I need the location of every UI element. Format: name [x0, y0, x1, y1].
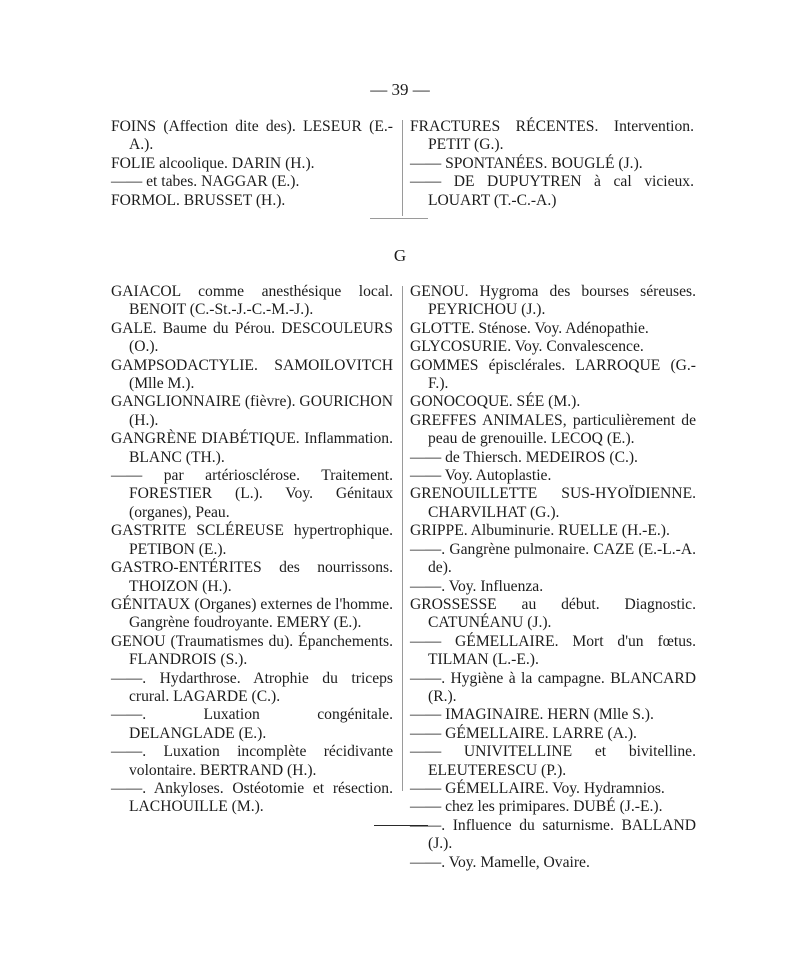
index-entry: —— de Thiersch. MEDEIROS (C.). [410, 448, 638, 466]
index-entry: GROSSESSE au début. Diagnostic. CATUNÉANU (J.). [410, 595, 696, 632]
index-entry: ——. Influence du saturnisme. BALLAND (J.). [410, 816, 696, 853]
index-entry: —— GÉMELLAIRE. LARRE (A.). [410, 724, 637, 742]
index-entry: ——. Ankyloses. Ostéotomie et résection. LACHOUILLE (M.). [111, 779, 393, 816]
top-right-column [410, 118, 694, 210]
index-entry: GANGRÈNE DIABÉTIQUE. Inflammation. BLANC (TH.). [111, 430, 393, 466]
index-entry: GREFFES ANIMALES, particulièrement de peau de grenouille. LECOQ (E.). [410, 411, 696, 448]
index-entry: —— chez les primipares. DUBÉ (J.-E.). [410, 798, 663, 816]
bottom-left-column [111, 283, 393, 817]
index-entry: FOLIE alcoolique. DARIN (H.). [111, 154, 315, 172]
index-entry: ——. Luxation congénitale. DELANGLADE (E.). [111, 706, 393, 742]
index-entry: GASTRITE SCLÉREUSE hypertrophique. PETIBON (E.). [111, 522, 393, 558]
top-left-column [111, 118, 393, 210]
index-entry: —— IMAGINAIRE. HERN (Mlle S.). [410, 706, 654, 724]
index-entry: ——. Hydarthrose. Atrophie du triceps crural. LAGARDE (C.). [111, 669, 393, 705]
index-entry: GANGLIONNAIRE (fièvre). GOURICHON (H.). [111, 393, 393, 429]
column-divider-top [402, 120, 403, 216]
index-entry: GASTRO-ENTÉRITES des nourrissons. THOIZON (H.). [111, 559, 393, 595]
index-entry: GRIPPE. Albuminurie. RUELLE (H.-E.). [410, 522, 670, 540]
index-entry: GÉNITAUX (Organes) externes de l'homme. Gangrène foudroyante. EMERY (E.). [111, 595, 393, 632]
index-entry: FRACTURES RÉCENTES. Intervention. PETIT (G.). [410, 118, 694, 154]
index-entry: —— DE DUPUYTREN à cal vicieux. LOUART (T.-C.-A.) [410, 173, 694, 209]
column-divider-bottom [402, 286, 403, 791]
index-entry: ——. Gangrène pulmonaire. CAZE (E.-L.-A. de). [410, 540, 696, 577]
index-entry: FORMOL. BRUSSET (H.). [111, 191, 286, 209]
index-entry: —— SPONTANÉES. BOUGLÉ (J.). [410, 154, 643, 172]
section-letter: G [393, 246, 407, 265]
index-entry: GENOU. Hygroma des bourses séreuses. PEYRICHOU (J.). [410, 283, 696, 319]
index-entry: FOINS (Affection dite des). LESEUR (E.-A.). [111, 118, 393, 154]
index-entry: —— par artériosclérose. Traitement. FORESTIER (L.). Voy. Génitaux (organes), Peau. [111, 467, 393, 521]
index-entry: GALE. Baume du Pérou. DESCOULEURS (O.). [111, 319, 393, 356]
index-entry: —— GÉMELLAIRE. Voy. Hydramnios. [410, 779, 665, 797]
index-entry: —— UNIVITELLINE et bivitelline. ELEUTERESCU (P.). [410, 743, 696, 779]
index-entry: GLOTTE. Sténose. Voy. Adénopathie. [410, 319, 649, 337]
index-entry: GLYCOSURIE. Voy. Convalescence. [410, 338, 644, 356]
page-number: — 39 — [370, 80, 430, 99]
index-entry: GRENOUILLETTE SUS-HYOÏDIENNE. CHARVILHAT (G.). [410, 485, 696, 521]
index-entry: GONOCOQUE. SÉE (M.). [410, 393, 581, 411]
bottom-right-column [410, 283, 696, 872]
index-entry: —— et tabes. NAGGAR (E.). [111, 173, 300, 191]
index-entry: —— GÉMELLAIRE. Mort d'un fœtus. TILMAN (L.-E.). [410, 632, 696, 669]
index-entry: GAMPSODACTYLIE. SAMOILOVITCH (Mlle M.). [111, 356, 393, 393]
index-entry: ——. Voy. Mamelle, Ovaire. [410, 853, 590, 871]
index-entry: GAIACOL comme anesthésique local. BENOIT (C.-St.-J.-C.-M.-J.). [111, 283, 393, 319]
index-entry: ——. Luxation incomplète récidivante volontaire. BERTRAND (H.). [111, 743, 393, 779]
index-entry: GENOU (Traumatismes du). Épanchements. FLANDROIS (S.). [111, 632, 393, 669]
index-entry: ——. Hygiène à la campagne. BLANCARD (R.). [410, 669, 696, 705]
index-entry: —— Voy. Autoplastie. [410, 467, 552, 485]
index-entry: ——. Voy. Influenza. [410, 577, 544, 595]
index-entry: GOMMES épisclérales. LARROQUE (G.-F.). [410, 356, 696, 393]
section-rule [370, 218, 428, 219]
